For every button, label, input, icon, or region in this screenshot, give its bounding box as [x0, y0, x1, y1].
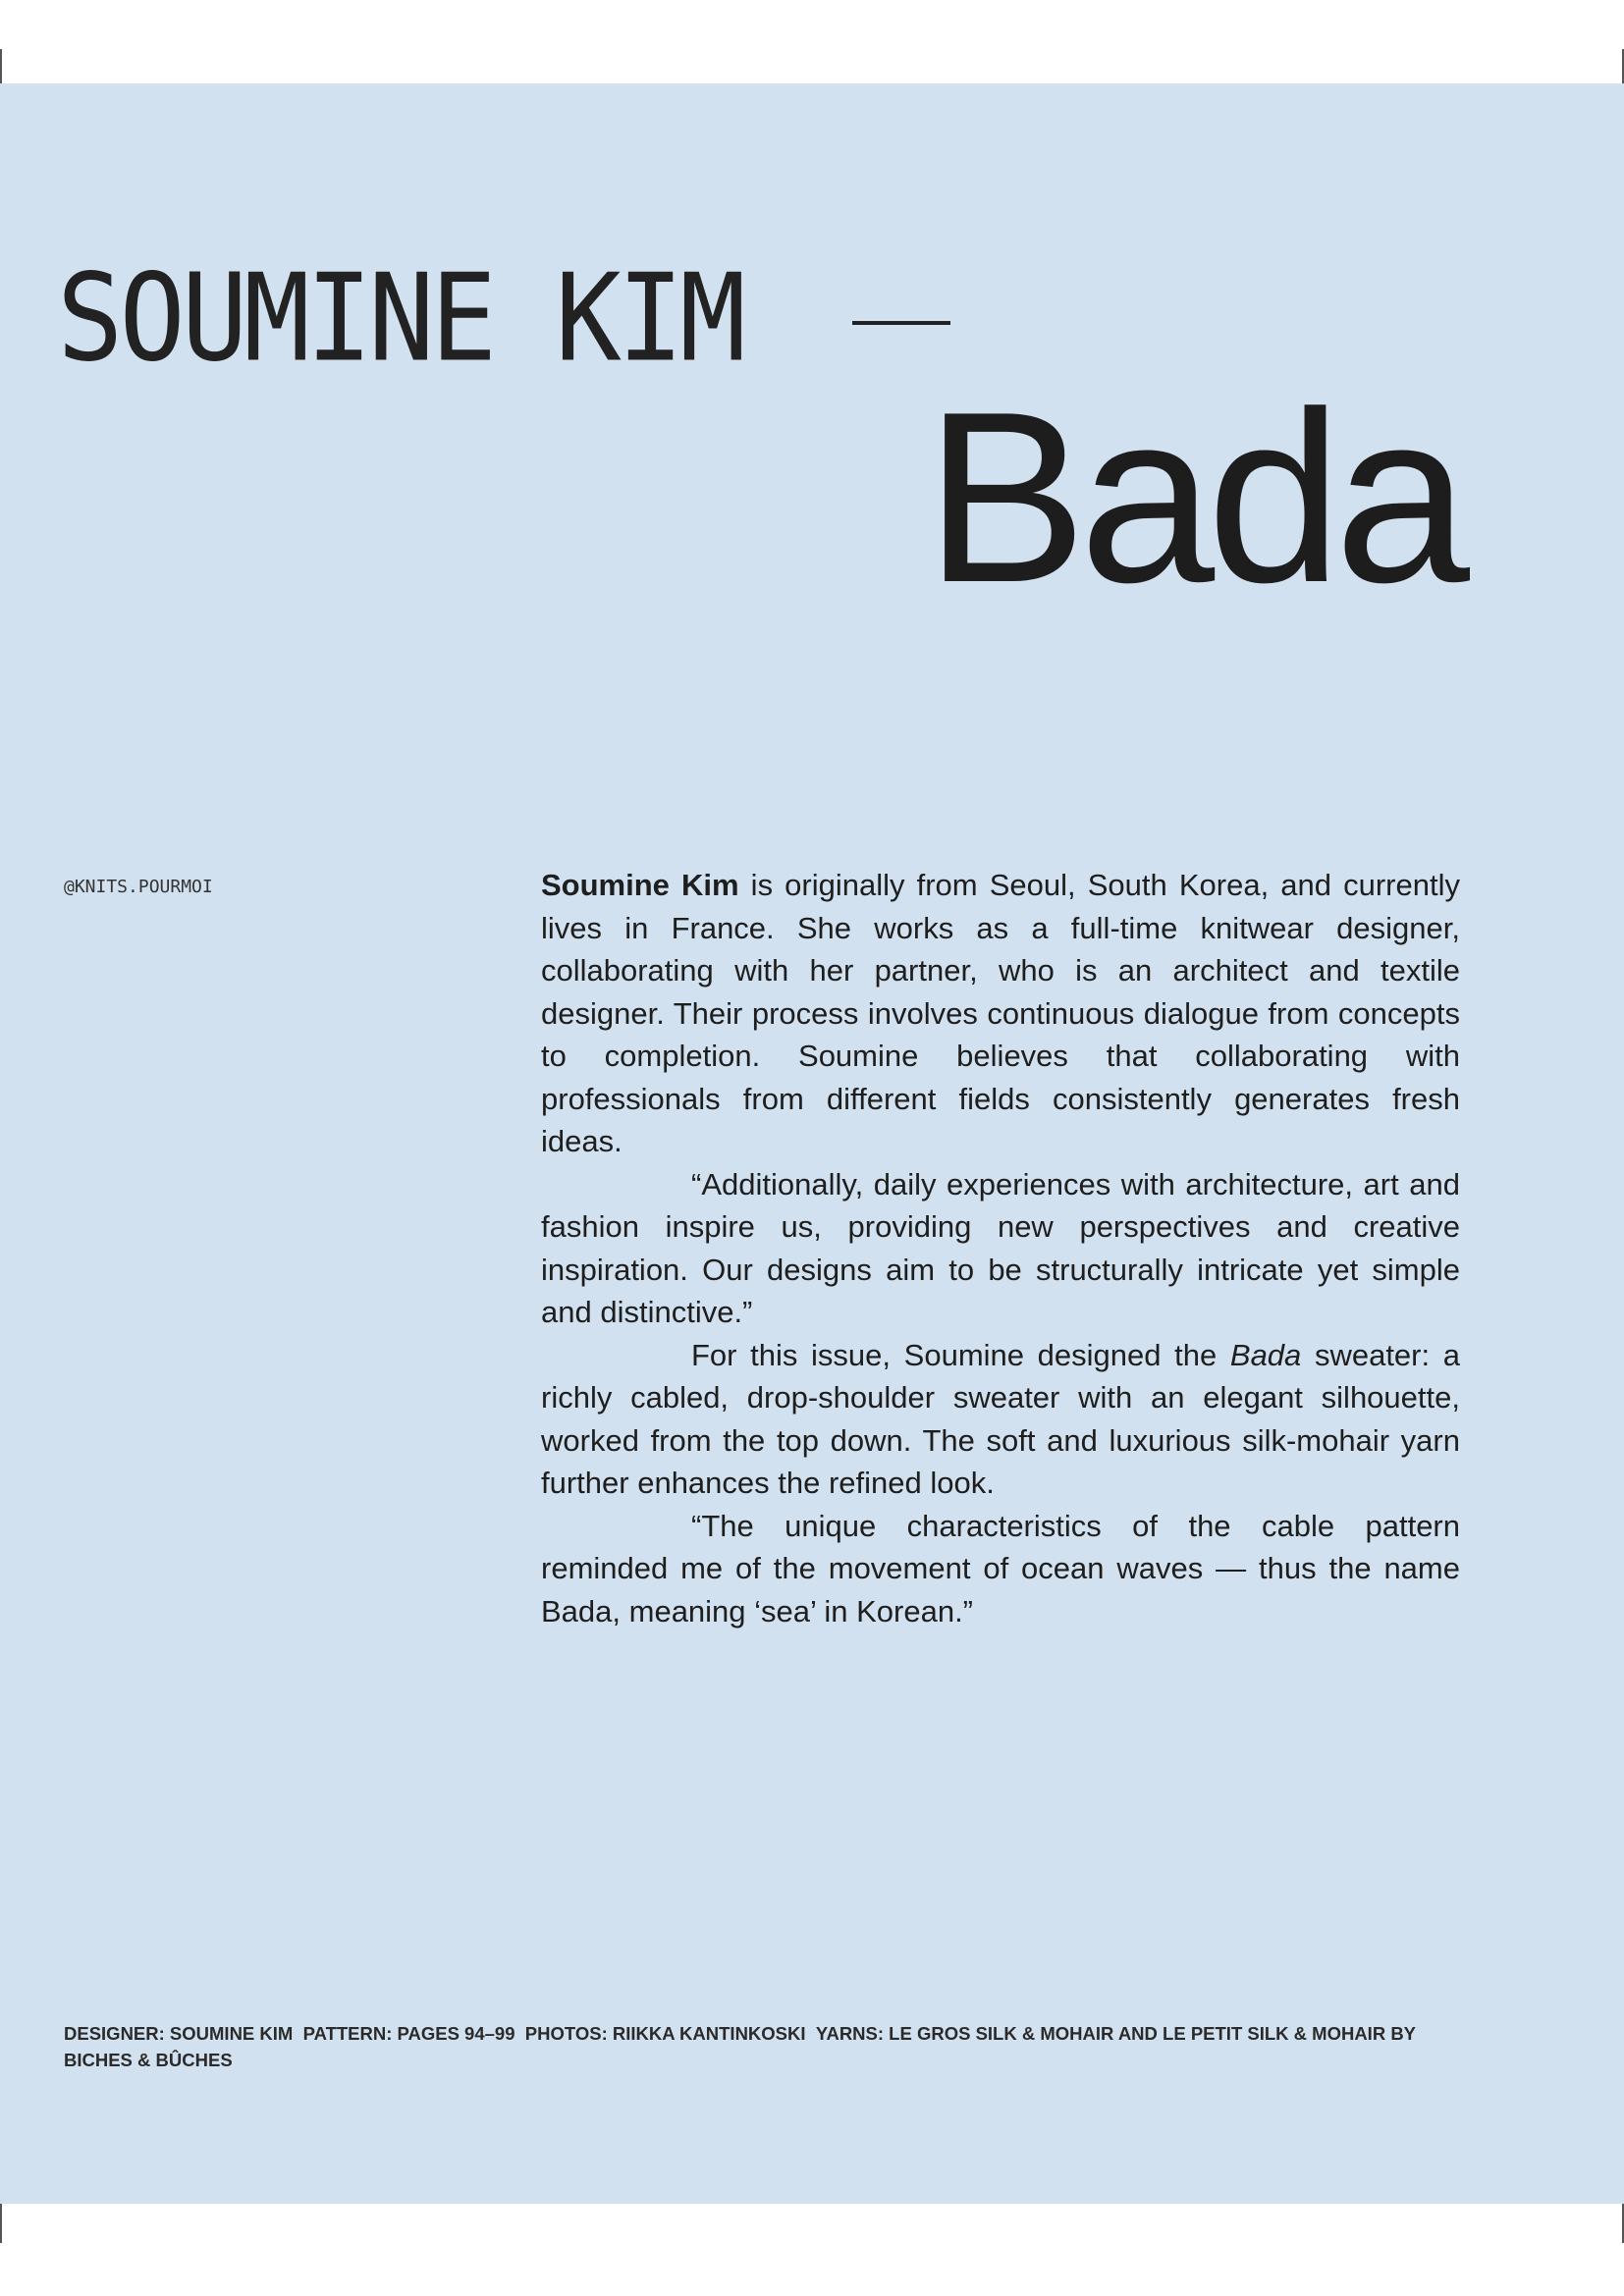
- credit-designer: DESIGNER: SOUMINE KIM: [64, 2023, 294, 2044]
- sweater-name-italic: Bada: [1229, 1337, 1302, 1372]
- crop-mark-top-left: [0, 49, 2, 84]
- designer-name: SOUMINE KIM: [57, 248, 742, 390]
- crop-mark-bottom-left: [0, 2204, 2, 2243]
- paragraph-3-rest: sweater: a richly cabled, drop-shoulder sweater with an elegant silhouette, worked from the top down. The soft and luxurious silk-mohair yarn further enhances the refined look.: [541, 1337, 1460, 1500]
- credit-yarns: YARNS: LE GROS SILK & MOHAIR AND LE PETIT SILK & MOHAIR BY BICHES & BÛCHES: [64, 2023, 1416, 2070]
- article-body: [541, 864, 1460, 1632]
- designer-name-bold: Soumine Kim: [541, 868, 739, 902]
- instagram-handle: @KNITS.POURMOI: [64, 877, 213, 897]
- paragraph-1-text: is originally from Seoul, South Korea, and currently lives in France. She works as a full-time knitwear designer, collaborating with her partner, who is an architect and textile designer. Their process involves continuous dialogue from concepts to completion. Soumine believes that collaborating with professionals from different fields consistently generates fresh ideas.: [541, 868, 1460, 1158]
- credits-line: [64, 2020, 1478, 2073]
- pattern-title: Bada: [924, 360, 1462, 633]
- paragraph-3-lead: For this issue, Soumine designed the: [691, 1337, 1230, 1372]
- article-paragraph-1: [541, 864, 1460, 1163]
- credit-photos: PHOTOS: RIIKKA KANTINKOSKI: [524, 2023, 806, 2044]
- title-dash: [852, 321, 950, 325]
- credit-pattern: PATTERN: PAGES 94–99: [302, 2023, 515, 2044]
- article-paragraph-2: “Additionally, daily experiences with architecture, art and fashion inspire us, providing new perspectives and creative inspiration. Our designs aim to be structurally intricate yet simple and distinctive.”: [541, 1166, 1460, 1329]
- article-paragraph-4: “The unique characteristics of the cable pattern reminded me of the movement of ocean waves — thus the name Bada, meaning ‘sea’ in Korean.”: [541, 1508, 1460, 1629]
- article-paragraph-3: [541, 1334, 1460, 1505]
